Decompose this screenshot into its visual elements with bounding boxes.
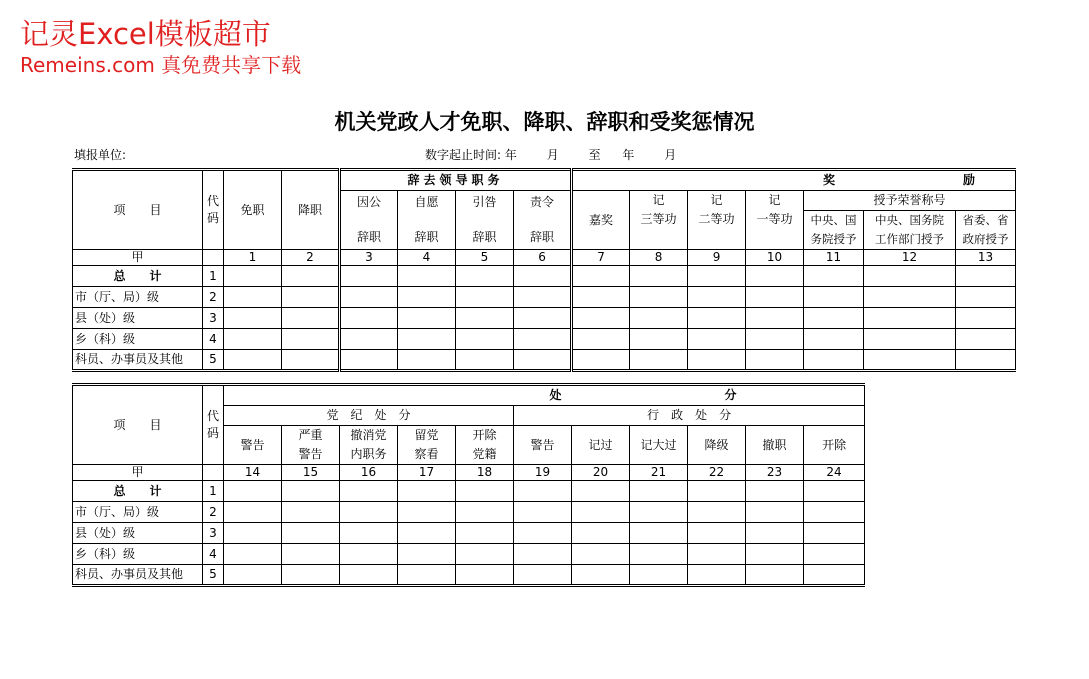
data-cell[interactable]	[514, 481, 572, 502]
data-cell[interactable]	[340, 523, 398, 544]
data-cell[interactable]	[514, 329, 572, 350]
data-cell[interactable]	[572, 329, 630, 350]
data-cell[interactable]	[804, 523, 865, 544]
data-cell[interactable]	[746, 481, 804, 502]
data-cell[interactable]	[956, 308, 1016, 329]
merit-2-top: 记	[710, 193, 723, 207]
data-cell[interactable]	[804, 350, 864, 371]
admin-col-3: 记大过	[630, 426, 688, 465]
data-cell[interactable]	[804, 565, 865, 586]
col-number-24: 24	[804, 465, 865, 481]
col-number-18: 18	[456, 465, 514, 481]
row-label: 总 计	[73, 266, 203, 287]
table-row	[73, 329, 1016, 350]
data-cell[interactable]	[398, 287, 456, 308]
party-col-top: 严重	[298, 428, 323, 442]
admin-col-1: 警告	[514, 426, 572, 465]
resign-col-2	[398, 191, 456, 250]
code-header-text: 代码	[206, 409, 219, 440]
admin-col-4: 降级	[688, 426, 746, 465]
row-code: 5	[203, 565, 224, 586]
data-cell[interactable]	[688, 329, 746, 350]
col-number-19: 19	[514, 465, 572, 481]
table-row	[73, 266, 1016, 287]
col-number-8: 8	[630, 250, 688, 266]
col-index-code	[203, 250, 224, 266]
data-cell[interactable]	[282, 544, 340, 565]
data-cell[interactable]	[514, 544, 572, 565]
item-header: 项 目	[73, 385, 203, 465]
data-cell[interactable]	[864, 287, 956, 308]
row-code: 3	[203, 308, 224, 329]
data-cell[interactable]	[688, 350, 746, 371]
resign-col-4	[514, 191, 572, 250]
col-number-10: 10	[746, 250, 804, 266]
resign-col-1-bottom: 辞职	[356, 230, 381, 244]
party-col-3	[340, 426, 398, 465]
table-row	[73, 308, 1016, 329]
data-cell[interactable]	[956, 266, 1016, 287]
data-cell[interactable]	[282, 350, 340, 371]
data-cell[interactable]	[398, 502, 456, 523]
data-cell[interactable]	[514, 266, 572, 287]
date-range	[425, 146, 676, 163]
row-code: 2	[203, 287, 224, 308]
watermark-subtitle: Remeins.com 真免费共享下载	[20, 53, 302, 77]
row-label: 县（处）级	[73, 308, 203, 329]
data-cell[interactable]	[398, 565, 456, 586]
row-label: 乡（科）级	[73, 329, 203, 350]
start-month-label: 月	[546, 148, 559, 162]
resign-col-3	[456, 191, 514, 250]
party-col-2	[282, 426, 340, 465]
party-col-top: 警告	[240, 437, 265, 452]
data-cell[interactable]	[456, 308, 514, 329]
data-cell[interactable]	[340, 502, 398, 523]
award-left: 奖	[823, 173, 840, 187]
data-cell[interactable]	[746, 266, 804, 287]
data-cell[interactable]	[630, 523, 688, 544]
col-number-6: 6	[514, 250, 572, 266]
data-cell[interactable]	[456, 266, 514, 287]
honor-col-2	[864, 211, 956, 250]
data-cell[interactable]	[224, 329, 282, 350]
party-col-bottom: 察看	[414, 447, 439, 461]
admin-col-6: 开除	[804, 426, 865, 465]
data-cell[interactable]	[746, 544, 804, 565]
resign-col-3-bottom: 辞职	[472, 230, 497, 244]
code-header	[203, 385, 224, 465]
demote-header: 降职	[282, 170, 340, 250]
col-number-5: 5	[456, 250, 514, 266]
data-cell[interactable]	[746, 502, 804, 523]
end-month-label: 月	[664, 148, 677, 162]
data-cell[interactable]	[398, 481, 456, 502]
data-cell[interactable]	[688, 481, 746, 502]
data-cell[interactable]	[864, 266, 956, 287]
row-code: 1	[203, 481, 224, 502]
to-label: 至	[588, 148, 601, 162]
data-cell[interactable]	[956, 350, 1016, 371]
merit-3-top: 记	[652, 193, 665, 207]
party-col-bottom: 党籍	[472, 447, 497, 461]
data-cell[interactable]	[864, 350, 956, 371]
code-header	[203, 170, 224, 250]
punish-group-header	[224, 385, 865, 406]
data-cell[interactable]	[514, 350, 572, 371]
party-col-top: 留党	[414, 428, 439, 442]
data-cell[interactable]	[398, 329, 456, 350]
table2-body	[73, 481, 865, 586]
col-number-7: 7	[572, 250, 630, 266]
resign-col-1-top: 因公	[356, 195, 381, 209]
data-cell[interactable]	[864, 308, 956, 329]
data-cell[interactable]	[688, 287, 746, 308]
col-number-23: 23	[746, 465, 804, 481]
data-cell[interactable]	[956, 329, 1016, 350]
honor-col-3-bottom: 政府授予	[962, 232, 1009, 246]
honor-group-header: 授予荣誉称号	[804, 191, 1016, 211]
data-cell[interactable]	[224, 350, 282, 371]
start-year-label: 年	[504, 148, 517, 162]
data-cell[interactable]	[688, 502, 746, 523]
data-cell[interactable]	[282, 523, 340, 544]
data-cell[interactable]	[572, 287, 630, 308]
row-code: 4	[203, 544, 224, 565]
resign-col-1	[340, 191, 398, 250]
merit-1-bottom: 一等功	[756, 212, 793, 226]
data-cell[interactable]	[398, 544, 456, 565]
resign-col-3-top: 引咎	[472, 195, 497, 209]
data-cell[interactable]	[572, 523, 630, 544]
data-cell[interactable]	[804, 544, 865, 565]
data-cell[interactable]	[630, 287, 688, 308]
row-code: 2	[203, 502, 224, 523]
merit-2-bottom: 二等功	[698, 212, 735, 226]
data-cell[interactable]	[224, 481, 282, 502]
col-number-3: 3	[340, 250, 398, 266]
data-cell[interactable]	[630, 350, 688, 371]
data-cell[interactable]	[804, 329, 864, 350]
data-cell[interactable]	[456, 350, 514, 371]
row-label: 总 计	[73, 481, 203, 502]
code-header-text: 代码	[206, 194, 219, 225]
col-number-1: 1	[224, 250, 282, 266]
merit-3-header	[630, 191, 688, 250]
row-label: 乡（科）级	[73, 544, 203, 565]
data-cell[interactable]	[746, 287, 804, 308]
data-cell[interactable]	[456, 544, 514, 565]
honor-col-1-bottom: 务院授予	[810, 232, 857, 246]
data-cell[interactable]	[514, 523, 572, 544]
award-group-header	[572, 170, 1016, 191]
data-cell[interactable]	[572, 308, 630, 329]
resign-col-2-top: 自愿	[414, 195, 439, 209]
row-code: 5	[203, 350, 224, 371]
watermark-title: 记灵Excel模板超市	[20, 17, 271, 51]
party-col-bottom: 警告	[298, 447, 323, 461]
admin-col-5: 撤职	[746, 426, 804, 465]
row-code: 3	[203, 523, 224, 544]
data-cell[interactable]	[746, 565, 804, 586]
discipline-punishment-table	[72, 383, 865, 587]
data-cell[interactable]	[630, 329, 688, 350]
admin-col-2: 记过	[572, 426, 630, 465]
col-number-17: 17	[398, 465, 456, 481]
party-col-top: 撤消党	[350, 428, 387, 442]
data-cell[interactable]	[340, 350, 398, 371]
end-year-label: 年	[622, 148, 635, 162]
merit-1-top: 记	[768, 193, 781, 207]
data-cell[interactable]	[224, 523, 282, 544]
data-cell[interactable]	[514, 565, 572, 586]
col-number-4: 4	[398, 250, 456, 266]
data-cell[interactable]	[746, 308, 804, 329]
data-cell[interactable]	[630, 544, 688, 565]
party-col-4	[398, 426, 456, 465]
data-cell[interactable]	[456, 565, 514, 586]
data-cell[interactable]	[572, 350, 630, 371]
data-cell[interactable]	[282, 266, 340, 287]
col-index-code	[203, 465, 224, 481]
row-label: 市（厅、局）级	[73, 502, 203, 523]
data-cell[interactable]	[398, 308, 456, 329]
data-cell[interactable]	[514, 502, 572, 523]
col-number-15: 15	[282, 465, 340, 481]
data-cell[interactable]	[340, 308, 398, 329]
col-number-20: 20	[572, 465, 630, 481]
page-title: 机关党政人才免职、降职、辞职和受奖惩情况	[334, 109, 755, 134]
data-cell[interactable]	[630, 481, 688, 502]
data-cell[interactable]	[456, 287, 514, 308]
table-row	[73, 350, 1016, 371]
data-cell[interactable]	[688, 308, 746, 329]
data-cell[interactable]	[398, 266, 456, 287]
col-index-label: 甲	[73, 250, 203, 266]
data-cell[interactable]	[340, 565, 398, 586]
party-col-bottom: 内职务	[350, 447, 387, 461]
data-cell[interactable]	[572, 266, 630, 287]
merit-2-header	[688, 191, 746, 250]
party-group-header: 党 纪 处 分	[224, 406, 514, 426]
data-cell[interactable]	[630, 266, 688, 287]
col-number-22: 22	[688, 465, 746, 481]
data-cell[interactable]	[514, 287, 572, 308]
honor-col-2-top: 中央、国务院	[875, 213, 945, 227]
resign-col-4-bottom: 辞职	[530, 230, 555, 244]
data-cell[interactable]	[804, 308, 864, 329]
row-label: 科员、办事员及其他	[73, 350, 203, 371]
data-cell[interactable]	[688, 266, 746, 287]
row-label: 科员、办事员及其他	[73, 565, 203, 586]
col-number-16: 16	[340, 465, 398, 481]
fill-unit-label: 填报单位:	[74, 148, 127, 162]
data-cell[interactable]	[804, 266, 864, 287]
resign-col-4-top: 责令	[530, 195, 555, 209]
column-number-row	[73, 465, 865, 481]
col-number-9: 9	[688, 250, 746, 266]
data-cell[interactable]	[746, 523, 804, 544]
data-cell[interactable]	[688, 523, 746, 544]
data-cell[interactable]	[456, 329, 514, 350]
honor-col-1	[804, 211, 864, 250]
award-right: 励	[963, 173, 980, 187]
data-cell[interactable]	[804, 481, 865, 502]
table-row	[73, 287, 1016, 308]
resign-group-header: 辞去领导职务	[340, 170, 572, 191]
punish-left: 处	[549, 388, 562, 402]
data-cell[interactable]	[340, 287, 398, 308]
row-code: 1	[203, 266, 224, 287]
party-col-top: 开除	[472, 428, 497, 442]
table-row	[73, 565, 865, 586]
data-cell[interactable]	[956, 287, 1016, 308]
table-row	[73, 523, 865, 544]
data-cell[interactable]	[224, 287, 282, 308]
data-cell[interactable]	[514, 308, 572, 329]
data-cell[interactable]	[804, 502, 865, 523]
data-cell[interactable]	[746, 350, 804, 371]
data-cell[interactable]	[282, 308, 340, 329]
honor-col-1-top: 中央、国	[810, 213, 857, 227]
col-number-11: 11	[804, 250, 864, 266]
data-cell[interactable]	[398, 350, 456, 371]
data-cell[interactable]	[688, 544, 746, 565]
commend-header: 嘉奖	[572, 191, 630, 250]
data-cell[interactable]	[282, 481, 340, 502]
table1-body	[73, 266, 1016, 371]
data-cell[interactable]	[572, 481, 630, 502]
data-cell[interactable]	[340, 481, 398, 502]
data-cell[interactable]	[282, 502, 340, 523]
data-cell[interactable]	[224, 502, 282, 523]
data-cell[interactable]	[688, 565, 746, 586]
party-col-1	[224, 426, 282, 465]
date-range-label: 数字起止时间:	[425, 148, 502, 162]
data-cell[interactable]	[398, 523, 456, 544]
item-header: 项 目	[73, 170, 203, 250]
data-cell[interactable]	[282, 329, 340, 350]
data-cell[interactable]	[630, 308, 688, 329]
data-cell[interactable]	[630, 502, 688, 523]
col-number-13: 13	[956, 250, 1016, 266]
merit-3-bottom: 三等功	[640, 212, 677, 226]
data-cell[interactable]	[456, 481, 514, 502]
data-cell[interactable]	[282, 565, 340, 586]
data-cell[interactable]	[224, 308, 282, 329]
row-label: 市（厅、局）级	[73, 287, 203, 308]
data-cell[interactable]	[282, 287, 340, 308]
data-cell[interactable]	[572, 565, 630, 586]
data-cell[interactable]	[340, 266, 398, 287]
data-cell[interactable]	[340, 544, 398, 565]
honor-col-3-top: 省委、省	[962, 213, 1009, 227]
col-number-12: 12	[864, 250, 956, 266]
dismissal-resignation-award-table	[72, 168, 1016, 372]
data-cell[interactable]	[340, 329, 398, 350]
data-cell[interactable]	[746, 329, 804, 350]
table-row	[73, 502, 865, 523]
column-number-row	[73, 250, 1016, 266]
col-number-21: 21	[630, 465, 688, 481]
honor-col-3	[956, 211, 1016, 250]
merit-1-header	[746, 191, 804, 250]
data-cell[interactable]	[572, 544, 630, 565]
data-cell[interactable]	[572, 502, 630, 523]
table-row	[73, 544, 865, 565]
party-col-5	[456, 426, 514, 465]
data-cell[interactable]	[456, 523, 514, 544]
resign-col-2-bottom: 辞职	[414, 230, 439, 244]
data-cell[interactable]	[456, 502, 514, 523]
row-label: 县（处）级	[73, 523, 203, 544]
data-cell[interactable]	[224, 544, 282, 565]
col-index-label: 甲	[73, 465, 203, 481]
dismiss-header: 免职	[224, 170, 282, 250]
table-row	[73, 481, 865, 502]
data-cell[interactable]	[224, 565, 282, 586]
data-cell[interactable]	[224, 266, 282, 287]
admin-group-header: 行 政 处 分	[514, 406, 865, 426]
row-code: 4	[203, 329, 224, 350]
data-cell[interactable]	[630, 565, 688, 586]
col-number-2: 2	[282, 250, 340, 266]
punish-right: 分	[724, 388, 737, 402]
col-number-14: 14	[224, 465, 282, 481]
honor-col-2-bottom: 工作部门授予	[875, 232, 945, 246]
data-cell[interactable]	[804, 287, 864, 308]
data-cell[interactable]	[864, 329, 956, 350]
